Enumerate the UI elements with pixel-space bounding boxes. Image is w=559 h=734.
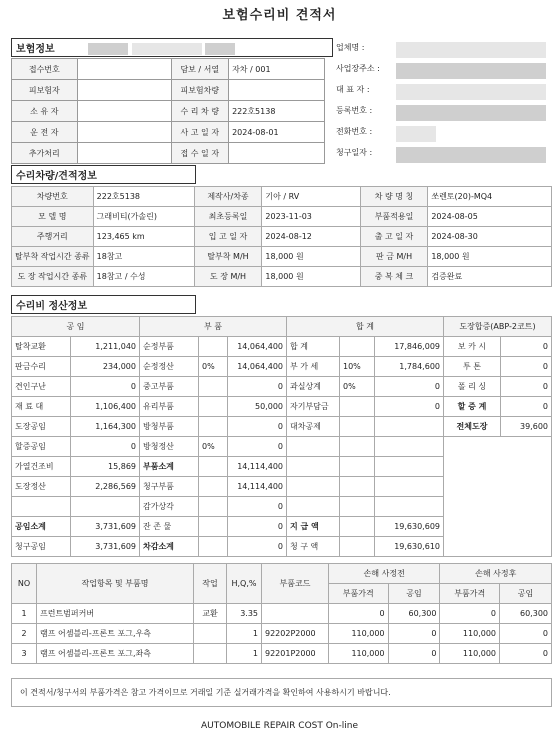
sum-value	[375, 477, 444, 497]
company-info-label: 대 표 자 :	[336, 85, 370, 94]
insurance-value	[77, 143, 171, 164]
vehicle-value: 18참고 / 수성	[93, 267, 194, 287]
sum-label	[287, 437, 340, 457]
item-al: 0	[500, 624, 552, 644]
sum-value: 17,846,009	[375, 337, 444, 357]
col-no: NO	[12, 564, 37, 604]
col-before-price: 부품가격	[329, 584, 389, 604]
item-work	[194, 624, 227, 644]
vehicle-label: 판 금 M/H	[360, 247, 428, 267]
insurance-row	[12, 143, 325, 164]
sum-value: 0	[375, 397, 444, 417]
settlement-row	[12, 437, 552, 457]
sum-label: 지 급 액	[287, 517, 340, 537]
vehicle-label: 탈부착 작업시간 종류	[12, 247, 94, 267]
paint-label: 전체도장	[444, 417, 501, 437]
item-row	[12, 604, 552, 624]
item-hq: 1	[227, 644, 262, 664]
paint-label: 폴 리 싱	[444, 377, 501, 397]
settlement-header: 수리비 정산정보	[11, 295, 196, 314]
settlement-row	[12, 357, 552, 377]
parts-value: 0	[228, 437, 287, 457]
vehicle-label: 중 복 체 크	[360, 267, 428, 287]
item-hq: 3.35	[227, 604, 262, 624]
parts-rate: 0%	[199, 437, 228, 457]
parts-value: 0	[228, 377, 287, 397]
paint-label: 할 증 계	[444, 397, 501, 417]
document-title: 보험수리비 견적서	[222, 8, 337, 23]
item-bl: 0	[388, 644, 440, 664]
parts-label: 중고부품	[140, 377, 199, 397]
insurance-value: 2024-08-01	[229, 122, 325, 143]
vehicle-label: 차량번호	[12, 187, 94, 207]
vehicle-header: 수리차량/견적정보	[11, 165, 196, 184]
settlement-row	[12, 397, 552, 417]
parts-rate	[199, 417, 228, 437]
sum-rate	[340, 457, 375, 477]
parts-label: 감가상각	[140, 497, 199, 517]
redacted-block	[396, 42, 546, 58]
labor-label: 도장공임	[12, 417, 71, 437]
company-info	[336, 40, 551, 166]
insurance-row	[12, 59, 325, 80]
insurance-row	[12, 101, 325, 122]
redacted-block	[205, 43, 235, 55]
item-ap: 0	[440, 604, 500, 624]
item-hq: 1	[227, 624, 262, 644]
parts-label: 청구부품	[140, 477, 199, 497]
item-name: 램프 어셈블리-프론트 포그,좌측	[37, 644, 194, 664]
redacted-block	[396, 84, 546, 100]
item-name: 램프 어셈블리-프론트 포그,우측	[37, 624, 194, 644]
item-name: 프런트범퍼커버	[37, 604, 194, 624]
paint-label: 투 톤	[444, 357, 501, 377]
insurance-row	[12, 122, 325, 143]
sum-value	[375, 437, 444, 457]
company-info-row	[336, 61, 551, 82]
insurance-label: 담보 / 서열	[171, 59, 229, 80]
vehicle-label: 차 량 명 칭	[360, 187, 428, 207]
parts-rate	[199, 397, 228, 417]
col-after: 손해 사정후	[440, 564, 552, 584]
settlement-row	[12, 417, 552, 437]
parts-value: 50,000	[228, 397, 287, 417]
parts-label: 유리부품	[140, 397, 199, 417]
paint-label: 보 카 시	[444, 337, 501, 357]
sum-rate: 10%	[340, 357, 375, 377]
vehicle-row	[12, 187, 552, 207]
company-info-row	[336, 103, 551, 124]
insurance-value	[229, 143, 325, 164]
labor-value: 1,164,300	[71, 417, 140, 437]
col-after-price: 부품가격	[440, 584, 500, 604]
item-code	[262, 604, 329, 624]
insurance-label: 피보험차량	[171, 80, 229, 101]
item-work	[194, 644, 227, 664]
insurance-value	[77, 80, 171, 101]
vehicle-label: 탈부착 M/H	[194, 247, 262, 267]
vehicle-value: 123,465 km	[93, 227, 194, 247]
sum-label: 과실상계	[287, 377, 340, 397]
vehicle-label: 주행거리	[12, 227, 94, 247]
parts-value: 14,114,400	[228, 457, 287, 477]
insurance-value	[77, 122, 171, 143]
insurance-label: 접 수 일 자	[171, 143, 229, 164]
item-bp: 0	[329, 604, 389, 624]
insurance-label: 피보험자	[12, 80, 78, 101]
labor-value: 0	[71, 437, 140, 457]
insurance-row	[12, 80, 325, 101]
insurance-value	[229, 80, 325, 101]
labor-label: 재 료 대	[12, 397, 71, 417]
vehicle-table	[11, 186, 552, 287]
sum-rate	[340, 417, 375, 437]
sum-value: 19,630,609	[375, 517, 444, 537]
labor-label: 탈착교환	[12, 337, 71, 357]
labor-value: 3,731,609	[71, 517, 140, 537]
insurance-value: 자차 / 001	[229, 59, 325, 80]
item-code: 92202P2000	[262, 624, 329, 644]
vehicle-value: 그래비티(가솔린)	[93, 207, 194, 227]
vehicle-value: 기아 / RV	[262, 187, 360, 207]
col-code: 부품코드	[262, 564, 329, 604]
labor-col-header: 공 임	[12, 317, 140, 337]
labor-value: 1,106,400	[71, 397, 140, 417]
vehicle-value: 18참고	[93, 247, 194, 267]
sum-label	[287, 457, 340, 477]
labor-label: 도장정산	[12, 477, 71, 497]
vehicle-value: 2023-11-03	[262, 207, 360, 227]
company-info-label: 등록번호 :	[336, 106, 373, 115]
parts-value: 0	[228, 517, 287, 537]
vehicle-value: 2024-08-12	[262, 227, 360, 247]
vehicle-label: 부품적용일	[360, 207, 428, 227]
redacted-block	[396, 63, 546, 79]
sum-label: 부 가 세	[287, 357, 340, 377]
footer-text: AUTOMOBILE REPAIR COST On-line	[201, 721, 358, 731]
parts-value: 14,114,400	[228, 477, 287, 497]
paint-empty	[444, 437, 552, 557]
sum-label	[287, 497, 340, 517]
parts-rate	[199, 517, 228, 537]
paint-value: 0	[501, 397, 552, 417]
sum-value	[375, 497, 444, 517]
labor-value: 3,731,609	[71, 537, 140, 557]
item-al: 60,300	[500, 604, 552, 624]
item-bp: 110,000	[329, 644, 389, 664]
item-ap: 110,000	[440, 624, 500, 644]
redacted-block	[88, 43, 128, 55]
labor-label	[12, 497, 71, 517]
insurance-header-label: 보험정보	[16, 44, 55, 55]
paint-value: 39,600	[501, 417, 552, 437]
item-code: 92201P2000	[262, 644, 329, 664]
parts-rate	[199, 537, 228, 557]
labor-label: 판금수리	[12, 357, 71, 377]
company-info-row	[336, 40, 551, 61]
insurance-label: 운 전 자	[12, 122, 78, 143]
vehicle-value: 검증완료	[428, 267, 552, 287]
col-before: 손해 사정전	[329, 564, 440, 584]
items-table	[11, 563, 552, 664]
labor-label: 가열건조비	[12, 457, 71, 477]
item-no: 2	[12, 624, 37, 644]
labor-value: 1,211,040	[71, 337, 140, 357]
company-info-label: 전화번호 :	[336, 127, 373, 136]
parts-label: 방청정산	[140, 437, 199, 457]
parts-label: 잔 존 물	[140, 517, 199, 537]
insurance-label: 접수번호	[12, 59, 78, 80]
item-ap: 110,000	[440, 644, 500, 664]
col-after-labor: 공임	[500, 584, 552, 604]
insurance-label: 수 리 차 량	[171, 101, 229, 122]
parts-rate	[199, 337, 228, 357]
redacted-block	[396, 126, 436, 142]
vehicle-label: 도 장 M/H	[194, 267, 262, 287]
insurance-value	[77, 59, 171, 80]
sum-rate	[340, 397, 375, 417]
insurance-label: 소 유 자	[12, 101, 78, 122]
vehicle-value: 2024-08-30	[428, 227, 552, 247]
sum-rate: 0%	[340, 377, 375, 397]
vehicle-value: 2024-08-05	[428, 207, 552, 227]
vehicle-label: 제작사/차종	[194, 187, 262, 207]
redacted-block	[396, 147, 546, 163]
company-info-row	[336, 124, 551, 145]
vehicle-label: 도 장 작업시간 종류	[12, 267, 94, 287]
paint-value: 0	[501, 377, 552, 397]
item-bl: 0	[388, 624, 440, 644]
parts-label: 순정정산	[140, 357, 199, 377]
labor-value	[71, 497, 140, 517]
labor-label: 청구공임	[12, 537, 71, 557]
insurance-header	[11, 38, 333, 57]
labor-value: 234,000	[71, 357, 140, 377]
parts-rate	[199, 497, 228, 517]
parts-rate	[199, 377, 228, 397]
item-row	[12, 644, 552, 664]
paint-value: 0	[501, 337, 552, 357]
col-before-labor: 공임	[388, 584, 440, 604]
labor-value: 0	[71, 377, 140, 397]
sum-rate	[340, 517, 375, 537]
sum-rate	[340, 477, 375, 497]
vehicle-value: 222호5138	[93, 187, 194, 207]
vehicle-row	[12, 247, 552, 267]
redacted-block	[396, 105, 546, 121]
item-row	[12, 624, 552, 644]
insurance-table	[11, 58, 325, 164]
parts-rate: 0%	[199, 357, 228, 377]
sum-label	[287, 477, 340, 497]
col-hq: H,Q,%	[227, 564, 262, 604]
vehicle-value: 18,000 원	[262, 267, 360, 287]
item-no: 1	[12, 604, 37, 624]
vehicle-row	[12, 267, 552, 287]
sum-value: 19,630,610	[375, 537, 444, 557]
vehicle-value: 18,000 원	[428, 247, 552, 267]
parts-label: 부품소계	[140, 457, 199, 477]
vehicle-label: 모 델 명	[12, 207, 94, 227]
company-info-label: 청구일자 :	[336, 148, 373, 157]
parts-value: 14,064,400	[228, 357, 287, 377]
parts-value: 0	[228, 497, 287, 517]
settlement-row	[12, 337, 552, 357]
item-bp: 110,000	[329, 624, 389, 644]
vehicle-value: 18,000 원	[262, 247, 360, 267]
settlement-row	[12, 377, 552, 397]
vehicle-label: 출 고 일 자	[360, 227, 428, 247]
parts-col-header: 부 품	[140, 317, 287, 337]
insurance-label: 사 고 일 자	[171, 122, 229, 143]
vehicle-label: 최초등록일	[194, 207, 262, 227]
parts-value: 0	[228, 537, 287, 557]
labor-label: 견인구난	[12, 377, 71, 397]
parts-value: 0	[228, 417, 287, 437]
redacted-block	[132, 43, 202, 55]
sum-label: 자기부담금	[287, 397, 340, 417]
sum-label: 청 구 액	[287, 537, 340, 557]
sum-rate	[340, 337, 375, 357]
sum-value	[375, 417, 444, 437]
col-work: 작업	[194, 564, 227, 604]
sum-value	[375, 457, 444, 477]
parts-label: 방청부품	[140, 417, 199, 437]
sum-value: 0	[375, 377, 444, 397]
paint-col-header: 도장합증(ABP-2코트)	[444, 317, 552, 337]
labor-value: 2,286,569	[71, 477, 140, 497]
sum-rate	[340, 437, 375, 457]
sum-label: 합 계	[287, 337, 340, 357]
sum-value: 1,784,600	[375, 357, 444, 377]
parts-label: 차감소계	[140, 537, 199, 557]
insurance-value	[77, 101, 171, 122]
parts-rate	[199, 477, 228, 497]
settlement-table	[11, 316, 552, 557]
vehicle-label: 입 고 일 자	[194, 227, 262, 247]
item-no: 3	[12, 644, 37, 664]
vehicle-row	[12, 227, 552, 247]
parts-label: 순정부품	[140, 337, 199, 357]
company-info-label: 사업장주소 :	[336, 64, 380, 73]
insurance-value: 222호5138	[229, 101, 325, 122]
parts-value: 14,064,400	[228, 337, 287, 357]
paint-value: 0	[501, 357, 552, 377]
insurance-label: 추가처리	[12, 143, 78, 164]
disclaimer-note: 이 견적서/청구서의 부품가격은 참고 가격이므로 거래일 기준 실거래가격을 확인하여 사용하시기 바랍니다.	[11, 678, 552, 707]
item-bl: 60,300	[388, 604, 440, 624]
company-info-label: 업체명 :	[336, 43, 365, 52]
company-info-row	[336, 82, 551, 103]
col-name: 작업항목 및 부품명	[37, 564, 194, 604]
parts-rate	[199, 457, 228, 477]
labor-label: 할증공임	[12, 437, 71, 457]
sum-label: 대차공제	[287, 417, 340, 437]
sum-rate	[340, 537, 375, 557]
total-col-header: 합 계	[287, 317, 444, 337]
labor-label: 공임소계	[12, 517, 71, 537]
item-work: 교환	[194, 604, 227, 624]
company-info-row	[336, 145, 551, 166]
labor-value: 15,869	[71, 457, 140, 477]
sum-rate	[340, 497, 375, 517]
vehicle-value: 쏘렌토(20)-MQ4	[428, 187, 552, 207]
item-al: 0	[500, 644, 552, 664]
vehicle-row	[12, 207, 552, 227]
